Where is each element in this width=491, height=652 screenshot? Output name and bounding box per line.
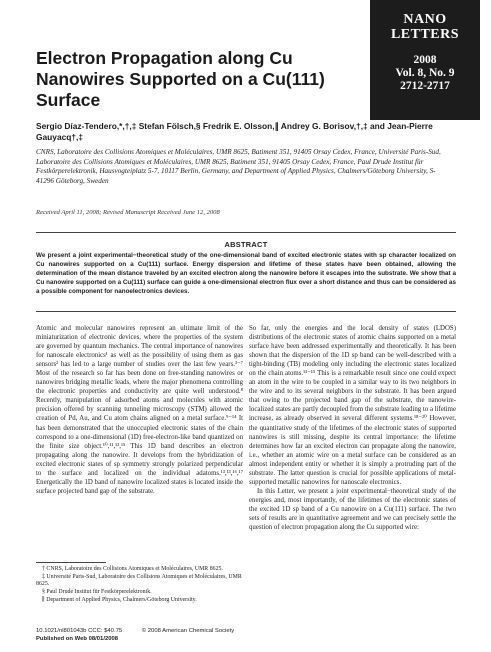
- footnote: ∥ Department of Applied Physics, Chalmers/Göteborg University.: [42, 596, 197, 603]
- journal-pages: 2712-2717: [400, 80, 450, 92]
- abstract-text: We present a joint experimental−theoretical study of the one-dimensional band of excited electronic states with sp character localized on Cu nanowires supported on a Cu(111) surface. Energy dispersion and lifetime of these states have been obtained, allowing the determination of the mean distance traveled by an excited electron along the nanowire before it escapes into the substrate. We show that a Cu nanowire supported on a Cu(111) surface can guide a one-dimensional electron flux over a short distance and thus can be considered as a possible component for nanoelectronics devices.: [36, 252, 456, 295]
- footnote-rule: [36, 562, 106, 563]
- footnote: ‡ Université Paris-Sud, Laboratoire des Collisions Atomiques et Moléculaires, UMR 8625.: [36, 573, 242, 588]
- published-date: Published on Web 08/01/2008: [36, 636, 119, 642]
- author-list: Sergio Díaz-Tendero,*,†,‡ Stefan Fölsch,§ Fredrik E. Olsson,∥ Andrey G. Borisov,†,‡ and Jean-Pierre Gauyacq†,‡: [36, 121, 433, 142]
- body-right-column: [249, 324, 456, 532]
- body-paragraph: In this Letter, we present a joint experimental−theoretical study of the energies and, most importantly, of the lifetimes of the electronic states of the excited 1D sp band of a Cu nanowire on a Cu(111) surface. The two sets of results are in quantitative agreement and we can precisely settle the question of electron propagation along the Cu supported wire:: [249, 487, 456, 532]
- journal-volume: Vol. 8, No. 9: [395, 67, 455, 79]
- body-paragraph: So far, only the energies and the local density of states (LDOS) distributions of the electronic states of atomic chains supported on a metal surface have been addressed experimentally and theoretically. It has been shown that the dispersion of the 1D sp band can be well-described with a tight-binding (TB) modeling only including the electronic states localized on the chain atoms.¹³⁻¹⁵ This is a remarkable result since one could expect an atom in the wire to be coupled in a similar way to its two neighbors in the wire and to its several neighbors in the substrate. It has been argued that owing to the projected band gap of the substrate, the nanowire-localized states are partly decoupled from the substrate leading to a lifetime increase, as already observed in several different systems.¹⁸⁻²⁰ However, the quantitative study of the lifetimes of the electronic states of supported nanowires is still missing, despite its central importance: the lifetime determines how far an excited electron can propagate along the nanowire, i.e., whether an atomic wire on a metal surface can be considered as an almost independent entity or whether it is simply a protruding part of the substrate. The latter question is crucial for possible applications of metal-supported metallic nanowires for nanoscale electronics.: [249, 325, 456, 486]
- footnote: † CNRS, Laboratoire des Collisions Atomiques et Moléculaires, UMR 8625.: [42, 566, 223, 572]
- received-dates: Received April 11, 2008; Revised Manuscript Received June 12, 2008: [36, 209, 220, 216]
- copyright-text: 2008 American Chemical Society: [147, 628, 235, 634]
- abstract-heading: ABSTRACT: [224, 240, 268, 249]
- affiliations: CNRS, Laboratoire des Collisions Atomiques et Moléculaires, UMR 8625, Batiment 351, 91405 Orsay Cedex, France, Université Paris-Sud, Laboratoire des Collisions Atomiques et Moléculaires, UMR 8625, Batiment 351, 91405 Orsay Cedex, France, Paul Drude Institut für Festkörperelektronik, Hausvogteiplatz 5-7, 10117 Berlin, Germany, and Department of Applied Physics, Chalmers/Göteborg University, S-41296 Göteborg, Sweden: [36, 148, 441, 185]
- abstract-top-rule: [36, 232, 456, 233]
- article-title: Electron Propagation along Cu Nanowires Supported on a Cu(111) Surface: [36, 48, 325, 110]
- copyright-notice: © 2008 American Chemical Society: [141, 628, 235, 634]
- publication-info: [36, 627, 306, 643]
- body-paragraph: Atomic and molecular nanowires represent an ultimate limit of the miniaturization of electronic devices, where the properties of the system are governed by quantum mechanics. The central importance of nanowires for nanoscale electronics¹ as well as the possibility of using them as gas sensors² has led to a large number of studies over the last few years.³⁻⁷ Most of the research so far has been done on free-standing nanowires or nanowires bridging metallic leads, where the major phenomena controlling the electronic properties and conductivity are quite well understood.⁸ Recently, manipulation of adsorbed atoms and molecules with atomic precision offered by scanning tunneling microscopy (STM) allowed the creation of Pd, Au, and Cu atom chains aligned on a metal surface.⁹⁻¹⁴ It has been demonstrated that the unoccupied electronic states of the chain correspond to a one-dimensional (1D) free-electron-like band quantized on the finite size object.¹⁰,¹¹,¹³,¹⁵ This 1D band describes an electron propagating along the nanowire. It develops from the hybridization of excited electronic states of sp symmetry strongly polarized perpendicular to the surface and localized on the individual adatoms.¹³,¹³,¹⁶,¹⁷ Energetically the 1D band of nanowire localized states is located inside the surface projected band gap of the substrate.: [36, 325, 243, 495]
- footnote: § Paul Drude Institut für Festkörperelektronik.: [42, 589, 152, 596]
- journal-badge: [370, 0, 480, 120]
- journal-name-line2: LETTERS: [390, 27, 460, 42]
- journal-name-line1: NANO: [403, 12, 447, 27]
- body-left-column: [36, 324, 243, 496]
- footnotes: [36, 566, 243, 605]
- journal-year: 2008: [413, 54, 437, 66]
- abstract-bottom-rule: [36, 311, 456, 312]
- doi: 10.1021/nl801043b CCC: $40.75: [36, 628, 123, 634]
